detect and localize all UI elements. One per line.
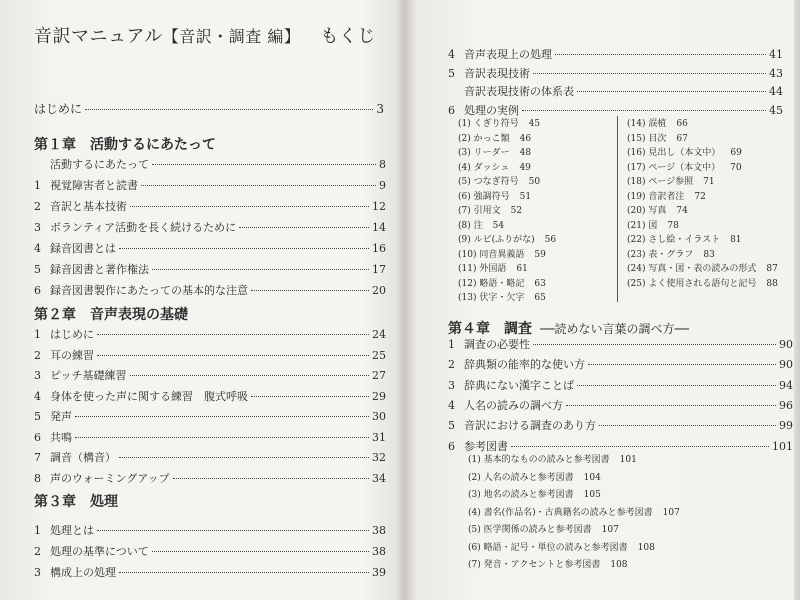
entry-page: 32 xyxy=(372,451,386,464)
chapter-heading: 第１章 活動するにあたって xyxy=(34,137,216,153)
entry-label: 音声表現上の処理 xyxy=(464,48,552,61)
chapter-heading: 第２章 音声表現の基礎 xyxy=(34,307,188,323)
entry-label: (11) 外国語 xyxy=(458,264,507,274)
toc-entry xyxy=(448,417,793,431)
toc-entry xyxy=(448,65,783,79)
chapter-heading: 第３章 処理 xyxy=(34,494,118,510)
entry-label: 発声 xyxy=(50,410,72,423)
sub-entry xyxy=(627,160,742,173)
sub-entry xyxy=(458,261,528,274)
leader-dots xyxy=(555,54,766,55)
entry-page: 38 xyxy=(372,545,386,558)
leader-dots xyxy=(85,109,373,110)
entry-page: 16 xyxy=(372,242,386,255)
entry-label: (4) 書名(作品名)・古典籍名の読みと参考図書 xyxy=(468,507,653,518)
sub-entry xyxy=(468,452,637,465)
sub-entry xyxy=(627,174,715,187)
entry-label: 構成上の処理 xyxy=(50,566,116,579)
entry-label: 処理の基準について xyxy=(50,545,149,558)
entry-label: 視覚障害者と読書 xyxy=(50,179,138,192)
sub-entry xyxy=(458,218,504,231)
sub-entry xyxy=(458,232,556,245)
sub-entry xyxy=(627,247,715,260)
leader-dots xyxy=(522,110,766,111)
leader-dots xyxy=(75,416,369,417)
entry-page: 29 xyxy=(372,389,386,403)
title-mokuji: もくじ xyxy=(320,26,376,47)
toc-entry xyxy=(34,408,386,422)
toc-entry xyxy=(448,102,783,116)
entry-number: 4 xyxy=(34,242,41,255)
toc-entry xyxy=(34,470,386,484)
entry-page: 87 xyxy=(766,264,778,274)
entry-label: はじめに xyxy=(50,328,94,341)
entry-page: 78 xyxy=(667,220,679,231)
sub-entry xyxy=(627,131,688,144)
toc-entry xyxy=(34,198,386,212)
entry-number: 8 xyxy=(34,471,41,485)
entry-page: 105 xyxy=(583,490,601,500)
entry-page: 72 xyxy=(694,191,706,202)
entry-number: 6 xyxy=(448,103,455,117)
entry-label: 参考図書 xyxy=(464,439,508,453)
entry-label: (3) 地名の読みと参考図書 xyxy=(468,490,574,500)
toc-entry xyxy=(34,219,386,233)
entry-label: 音訳表現技術の体系表 xyxy=(464,85,574,98)
leader-dots xyxy=(119,457,369,458)
entry-page: 107 xyxy=(662,507,680,518)
entry-number: 2 xyxy=(34,348,41,362)
sub-entry xyxy=(627,145,742,158)
toc-entry-intro xyxy=(34,100,384,114)
sub-entry xyxy=(627,232,742,245)
sub-entry xyxy=(458,276,546,289)
entry-label: 音訳表現技術 xyxy=(464,66,530,80)
leader-dots xyxy=(577,385,776,386)
leader-dots xyxy=(152,164,376,165)
entry-label: (1) くぎり符号 xyxy=(458,119,519,129)
entry-label: (7) 引用文 xyxy=(458,206,501,216)
right-page xyxy=(404,0,800,600)
entry-page: 71 xyxy=(703,177,715,187)
toc-entry xyxy=(34,388,386,402)
leader-dots xyxy=(141,185,376,186)
entry-label: (19) 音訳者注 xyxy=(627,191,685,202)
entry-page: 45 xyxy=(528,119,541,129)
entry-label: (10) 同音異義語 xyxy=(458,249,525,260)
leader-dots xyxy=(599,425,776,426)
leader-dots xyxy=(152,269,369,270)
entry-label: (2) かっこ類 xyxy=(458,133,510,144)
entry-page: 24 xyxy=(372,328,386,341)
entry-page: 3 xyxy=(376,102,384,116)
chapter4-subtitle: ──読めない言葉の調べ方── xyxy=(540,322,689,336)
entry-page: 50 xyxy=(528,177,541,187)
sub-entry xyxy=(468,487,601,500)
entry-label: (3) リーダー xyxy=(458,148,510,158)
entry-page: 70 xyxy=(730,162,742,173)
sub-entry xyxy=(458,290,546,303)
entry-label: (7) 発音・アクセントと参考図書 xyxy=(468,560,601,570)
entry-label: 共鳴 xyxy=(50,430,72,444)
entry-label: (25) よく使用される語句と記号 xyxy=(627,278,757,289)
entry-page: 48 xyxy=(519,148,532,158)
entry-page: 17 xyxy=(372,263,386,276)
entry-number: 6 xyxy=(448,439,455,453)
sub-entry xyxy=(458,160,531,173)
entry-label: ボランティア活動を長く続けるために xyxy=(50,221,237,234)
entry-label: (22) さし絵・イラスト xyxy=(627,235,721,245)
entry-page: 25 xyxy=(372,348,386,362)
entry-label: 人名の読みの調べ方 xyxy=(464,398,563,412)
entry-page: 88 xyxy=(766,278,778,289)
entry-page: 38 xyxy=(372,524,386,537)
sub-entry xyxy=(458,189,531,202)
entry-label: (6) 強調符号 xyxy=(458,191,510,202)
entry-number: 2 xyxy=(448,358,455,372)
entry-page: 61 xyxy=(516,264,528,274)
entry-label: 活動するにあたって xyxy=(50,158,149,171)
entry-label: (16) 見出し（本文中） xyxy=(627,148,721,158)
toc-entry xyxy=(34,282,386,296)
toc-entry xyxy=(34,564,386,578)
toc-entry xyxy=(34,240,386,254)
toc-entry xyxy=(448,356,793,370)
entry-label: 調査の必要性 xyxy=(464,338,530,351)
sub-entry xyxy=(468,522,619,535)
entry-page: 101 xyxy=(619,455,637,465)
entry-page: 39 xyxy=(372,566,386,579)
entry-number: 6 xyxy=(34,284,41,297)
entry-label: 辞典にない漢字ことば xyxy=(464,378,574,392)
leader-dots xyxy=(577,91,766,92)
toc-entry xyxy=(34,347,386,361)
leader-dots xyxy=(75,437,369,438)
entry-label: 耳の練習 xyxy=(50,348,94,362)
entry-label: (23) 表・グラフ xyxy=(627,249,694,260)
column-divider xyxy=(617,116,618,302)
leader-dots xyxy=(251,290,369,291)
leader-dots xyxy=(566,405,776,406)
entry-number: 7 xyxy=(34,451,41,464)
entry-label: 録音図書製作にあたっての基本的な注意 xyxy=(50,284,248,297)
entry-page: 108 xyxy=(610,560,628,570)
toc-entry xyxy=(448,336,793,350)
entry-page: 63 xyxy=(534,278,546,289)
entry-label: (5) つなぎ符号 xyxy=(458,177,519,187)
entry-number: 3 xyxy=(34,566,41,579)
entry-page: 43 xyxy=(769,66,783,80)
sub-entry xyxy=(627,218,679,231)
entry-page: 69 xyxy=(730,148,742,158)
title-sub: 【音訳・調査 編】 xyxy=(162,27,301,46)
sub-entry xyxy=(458,247,546,260)
entry-label: (1) 基本的なものの読みと参考図書 xyxy=(468,455,610,465)
entry-page: 65 xyxy=(534,293,546,303)
entry-label: (14) 誤植 xyxy=(627,119,667,129)
entry-label: (12) 略語・略記 xyxy=(458,278,525,289)
chapter-heading xyxy=(448,318,689,338)
entry-number: 5 xyxy=(448,419,455,433)
entry-number: 5 xyxy=(34,410,41,423)
entry-page: 8 xyxy=(379,158,386,171)
entry-label: 調音（構音） xyxy=(50,451,116,464)
sub-entry xyxy=(468,557,628,570)
sub-entry xyxy=(627,276,778,289)
leader-dots xyxy=(97,355,369,356)
entry-page: 66 xyxy=(676,119,688,129)
entry-label: (6) 略語・記号・単位の読みと参考図書 xyxy=(468,542,628,553)
leader-dots xyxy=(130,375,369,376)
entry-label: 録音図書とは xyxy=(50,242,116,255)
entry-number: 1 xyxy=(34,328,41,341)
toc-entry xyxy=(34,449,386,463)
sub-entry xyxy=(468,505,680,518)
entry-page: 96 xyxy=(779,398,793,412)
entry-label: 身体を使った声に関する練習 腹式呼吸 xyxy=(50,389,248,403)
chapter4-title: 第４章 調査 xyxy=(448,321,532,337)
entry-number: 1 xyxy=(34,179,41,192)
entry-number: 3 xyxy=(34,369,41,382)
entry-page: 14 xyxy=(372,221,386,234)
entry-label: (18) ページ参照 xyxy=(627,177,694,187)
page-title xyxy=(34,22,376,48)
toc-entry xyxy=(448,83,783,97)
entry-label: (24) 写真・図・表の読みの形式 xyxy=(627,264,757,274)
entry-label: 声のウォーミングアップ xyxy=(50,471,170,485)
toc-entry xyxy=(448,397,793,411)
leader-dots xyxy=(533,344,776,345)
entry-page: 67 xyxy=(676,133,688,144)
entry-page: 30 xyxy=(372,410,386,423)
entry-number: 1 xyxy=(34,524,41,537)
entry-page: 20 xyxy=(372,284,386,297)
entry-page: 90 xyxy=(779,338,793,351)
leader-dots xyxy=(511,446,769,447)
entry-number: 3 xyxy=(34,221,41,234)
entry-page: 83 xyxy=(703,249,715,260)
entry-page: 101 xyxy=(772,439,793,453)
entry-number: 5 xyxy=(448,66,455,80)
toc-entry xyxy=(34,261,386,275)
sub-entry xyxy=(458,131,531,144)
entry-page: 46 xyxy=(519,133,532,144)
sub-entry xyxy=(458,145,531,158)
entry-number: 1 xyxy=(448,338,455,351)
toc-entry xyxy=(34,429,386,443)
toc-entry xyxy=(34,177,386,191)
toc-entry xyxy=(448,377,793,391)
entry-page: 59 xyxy=(534,249,546,260)
entry-label: 録音図書と著作権法 xyxy=(50,263,149,276)
entry-page: 90 xyxy=(779,358,793,372)
entry-number: 4 xyxy=(34,389,41,403)
entry-label: 音訳と基本技術 xyxy=(50,200,127,213)
entry-number: 2 xyxy=(34,200,41,213)
toc-entry xyxy=(34,522,386,536)
entry-label: 処理とは xyxy=(50,524,94,537)
entry-page: 34 xyxy=(372,471,386,485)
sub-entry xyxy=(627,203,688,216)
entry-page: 45 xyxy=(769,103,783,117)
entry-label: はじめに xyxy=(34,102,83,116)
entry-page: 52 xyxy=(510,206,523,216)
sub-entry xyxy=(627,189,706,202)
leader-dots xyxy=(130,206,369,207)
sub-entry xyxy=(458,174,540,187)
leader-dots xyxy=(173,478,369,479)
sub-entry xyxy=(458,116,540,129)
entry-page: 31 xyxy=(372,430,386,444)
entry-label: (2) 人名の読みと参考図書 xyxy=(468,472,574,483)
entry-label: ピッチ基礎練習 xyxy=(50,369,127,382)
leader-dots xyxy=(97,334,369,335)
entry-number: 4 xyxy=(448,48,455,61)
entry-label: (8) 注 xyxy=(458,220,483,231)
entry-page: 107 xyxy=(601,525,619,535)
leader-dots xyxy=(152,551,369,552)
entry-label: 音訳における調査のあり方 xyxy=(464,419,596,433)
entry-number: 3 xyxy=(448,378,455,392)
entry-page: 41 xyxy=(769,48,783,61)
leader-dots xyxy=(119,572,369,573)
toc-entry xyxy=(34,156,386,170)
toc-entry xyxy=(448,46,783,60)
sub-entry xyxy=(627,116,688,129)
entry-page: 108 xyxy=(637,542,655,553)
entry-label: 処理の実例 xyxy=(464,103,519,117)
entry-page: 49 xyxy=(519,162,531,173)
leader-dots xyxy=(119,248,369,249)
leader-dots xyxy=(533,73,766,74)
leader-dots xyxy=(239,227,369,228)
entry-number: 4 xyxy=(448,398,455,412)
entry-page: 27 xyxy=(372,369,386,382)
leader-dots xyxy=(251,396,369,397)
toc-entry xyxy=(34,367,386,381)
entry-page: 56 xyxy=(544,235,557,245)
entry-label: (9) ルビ(ふりがな) xyxy=(458,235,535,245)
toc-entry xyxy=(34,326,386,340)
page-edge xyxy=(794,0,800,600)
entry-page: 12 xyxy=(372,200,386,213)
entry-label: (15) 目次 xyxy=(627,133,667,144)
entry-number: 2 xyxy=(34,545,41,558)
title-main: 音訳マニュアル xyxy=(34,26,163,47)
sub-entry xyxy=(458,203,522,216)
entry-label: 辞典類の能率的な使い方 xyxy=(464,358,585,372)
sub-entry xyxy=(468,540,655,553)
entry-page: 94 xyxy=(779,378,793,392)
entry-page: 81 xyxy=(730,235,742,245)
entry-label: (20) 写真 xyxy=(627,206,667,216)
leader-dots xyxy=(97,530,369,531)
leader-dots xyxy=(588,364,776,365)
entry-page: 99 xyxy=(779,419,793,433)
entry-page: 54 xyxy=(492,220,505,231)
entry-page: 51 xyxy=(519,191,532,202)
entry-label: (21) 図 xyxy=(627,220,658,231)
entry-page: 9 xyxy=(379,179,386,192)
sub-entry xyxy=(468,470,601,483)
entry-page: 74 xyxy=(676,206,688,216)
entry-number: 6 xyxy=(34,430,41,444)
entry-label: (5) 医学関係の読みと参考図書 xyxy=(468,525,592,535)
sub-entry xyxy=(627,261,778,274)
entry-page: 44 xyxy=(769,85,783,98)
entry-label: (4) ダッシュ xyxy=(458,162,510,173)
toc-entry xyxy=(448,438,793,452)
entry-label: (13) 伏字・欠字 xyxy=(458,293,525,303)
entry-page: 104 xyxy=(583,472,601,483)
entry-label: (17) ページ（本文中） xyxy=(627,162,721,173)
entry-number: 5 xyxy=(34,263,41,276)
toc-entry xyxy=(34,543,386,557)
